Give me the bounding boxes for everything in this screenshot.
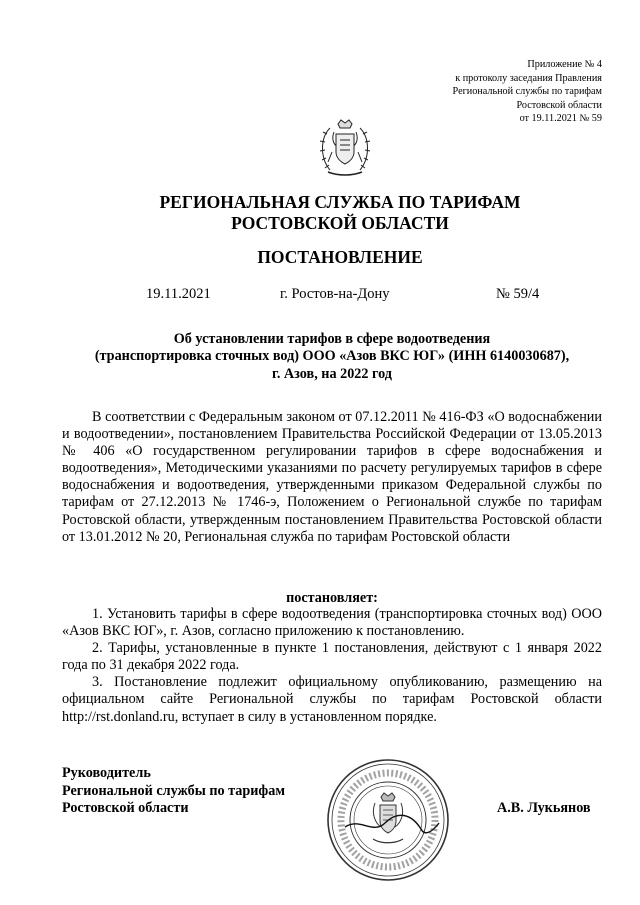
resolution-item: 3. Постановление подлежит официальному опубликованию, размещению на официальном сайте Региональной службы по тарифам Ростовской области http://rst.donland.ru, вступает в силу в установленном порядке. bbox=[62, 674, 602, 725]
document-number: № 59/4 bbox=[496, 286, 540, 302]
appendix-line: Ростовской области bbox=[516, 99, 602, 111]
organization-name bbox=[60, 192, 620, 234]
coat-of-arms-icon bbox=[316, 118, 374, 180]
appendix-line: Приложение № 4 bbox=[527, 59, 602, 70]
resolves-heading: постановляет: bbox=[286, 590, 378, 606]
document-city: г. Ростов-на-Дону bbox=[280, 286, 390, 302]
subject-line: (транспортировка сточных вод) ООО «Азов ВКС ЮГ» (ИНН 6140030687), bbox=[94, 348, 570, 365]
signer-name: А.В. Лукьянов bbox=[497, 800, 591, 816]
appendix-line: к протоколу заседания Правления bbox=[455, 72, 602, 84]
appendix-line: от 19.11.2021 № 59 bbox=[519, 113, 602, 125]
appendix-line: Региональной службы по тарифам bbox=[452, 86, 602, 98]
resolution-items bbox=[62, 606, 602, 726]
document-subject bbox=[62, 331, 602, 383]
signer-line: Руководитель bbox=[62, 765, 151, 781]
document-type-title: ПОСТАНОВЛЕНИЕ bbox=[257, 247, 423, 267]
resolution-item: 1. Установить тарифы в сфере водоотведения (транспортировка сточных вод) ООО «Азов ВКС ЮГ», г. Азов, согласно приложению к постановлению. bbox=[62, 606, 602, 640]
appendix-note bbox=[453, 58, 602, 126]
org-line: РОСТОВСКОЙ ОБЛАСТИ bbox=[231, 213, 449, 233]
subject-line: г. Азов, на 2022 год bbox=[272, 365, 392, 382]
resolution-item: 2. Тарифы, установленные в пункте 1 постановления, действуют с 1 января 2022 года по 31 декабря 2022 года. bbox=[62, 640, 602, 674]
intro-paragraph: В соответствии с Федеральным законом от 07.12.2011 № 416-ФЗ «О водоснабжении и водоотведении», постановлением Правительства Российской Федерации от 13.05.2013 № 406 «О государственном регулировании тарифов в сфере водоснабжения и водоотведения», Методическими указаниями по расчету регулируемых тарифов в сфере водоснабжения и водоотведения, утвержденными приказом Федеральной службы по тарифам от 27.12.2013 № 1746-э, Положением о Региональной службе по тарифам Ростовской области, утвержденным постановлением Правительства Ростовской области от 13.01.2012 № 20, Региональная служба по тарифам Ростовской области bbox=[62, 409, 602, 545]
official-seal-icon bbox=[325, 757, 451, 883]
signer-position bbox=[62, 765, 285, 818]
document-date: 19.11.2021 bbox=[146, 286, 211, 302]
subject-line: Об установлении тарифов в сфере водоотведения bbox=[173, 331, 491, 347]
signer-line: Ростовской области bbox=[62, 800, 189, 816]
signer-line: Региональной службы по тарифам bbox=[62, 782, 286, 799]
org-line: РЕГИОНАЛЬНАЯ СЛУЖБА ПО ТАРИФАМ bbox=[159, 192, 521, 212]
